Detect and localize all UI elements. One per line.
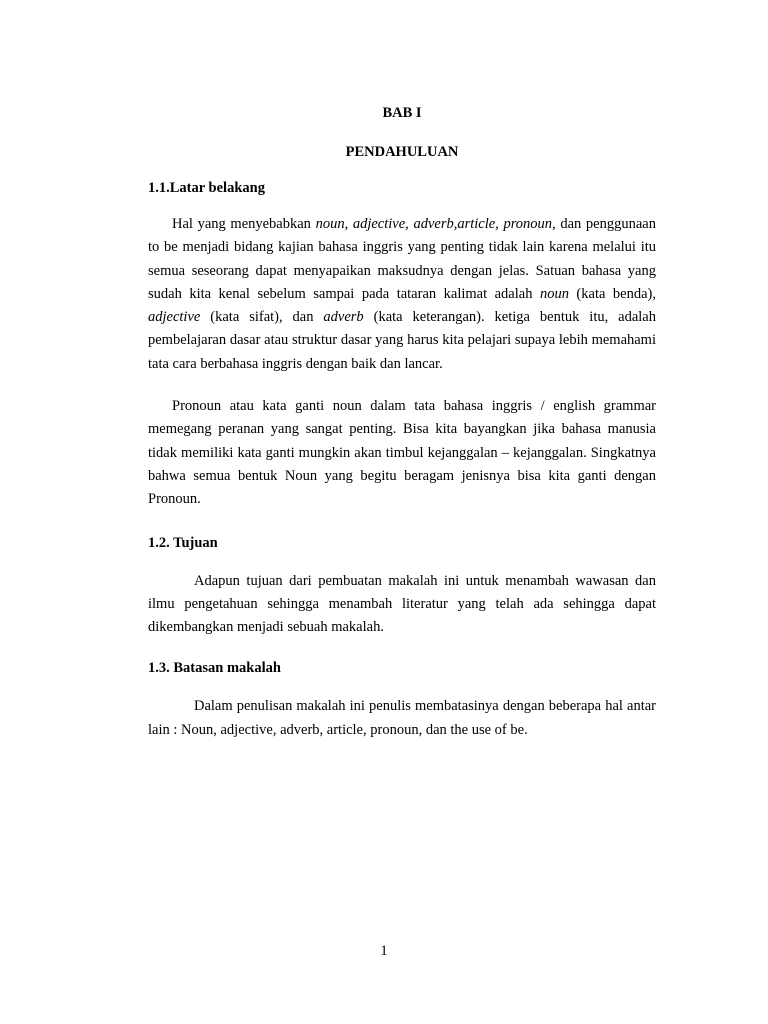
text-run: , dan penggunaan to be menjadi bidang kajian bahasa inggris yang penting tidak lain karena melalui itu semua seseorang dapat menyapaikan maksudnya dengan jelas. Satuan bahasa yang sudah kita kenal sebelum sampai pada tataran kalimat adalah (148, 216, 656, 302)
paragraph-latar-2: Pronoun atau kata ganti noun dalam tata bahasa inggris / english grammar memegang peranan yang sangat penting. Bisa kita bayangkan jika bahasa manusia tidak memiliki kata ganti mungkin akan timbul kejanggalan – kejanggalan. Singkatnya bahwa semua bentuk Noun yang begitu beragam jenisnya bisa kita ganti dengan Pronoun. (148, 398, 656, 508)
text-run: Hal yang menyebabkan (172, 216, 316, 232)
page-content (148, 104, 656, 742)
text-run: (kata keterangan). ketiga bentuk itu, adalah pembelajaran dasar atau struktur dasar yang harus kita pelajari supaya lebih memahami tata cara berbahasa inggris dengan baik dan lancar. (148, 309, 656, 372)
section-heading-tujuan: 1.2. Tujuan (148, 534, 218, 551)
paragraph-tujuan: Adapun tujuan dari pembuatan makalah ini untuk menambah wawasan dan ilmu pengetahuan sehingga menambah literatur yang telah ada sehingga dapat dikembangkan menjadi sebuah makalah. (148, 572, 656, 636)
section-heading-batasan-makalah: 1.3. Batasan makalah (148, 660, 281, 677)
page-number: 1 (380, 943, 388, 959)
paragraph-latar-1 (148, 213, 656, 376)
chapter-label: BAB I (382, 105, 422, 121)
italic-term-noun: noun (539, 285, 569, 302)
italic-term-adjective: adjective (148, 309, 201, 326)
italic-term-list: noun, adjective, adverb,article, pronoun (315, 216, 553, 232)
text-run: (kata benda), (568, 285, 656, 302)
italic-term-adverb: adverb (323, 309, 364, 326)
text-run: (kata sifat), dan (200, 309, 324, 326)
chapter-title: PENDAHULUAN (345, 144, 459, 160)
paragraph-batasan: Dalam penulisan makalah ini penulis membatasinya dengan beberapa hal antar lain : Noun, adjective, adverb, article, pronoun, dan the use of be. (148, 698, 656, 738)
section-heading-latar-belakang: 1.1.Latar belakang (148, 180, 265, 196)
